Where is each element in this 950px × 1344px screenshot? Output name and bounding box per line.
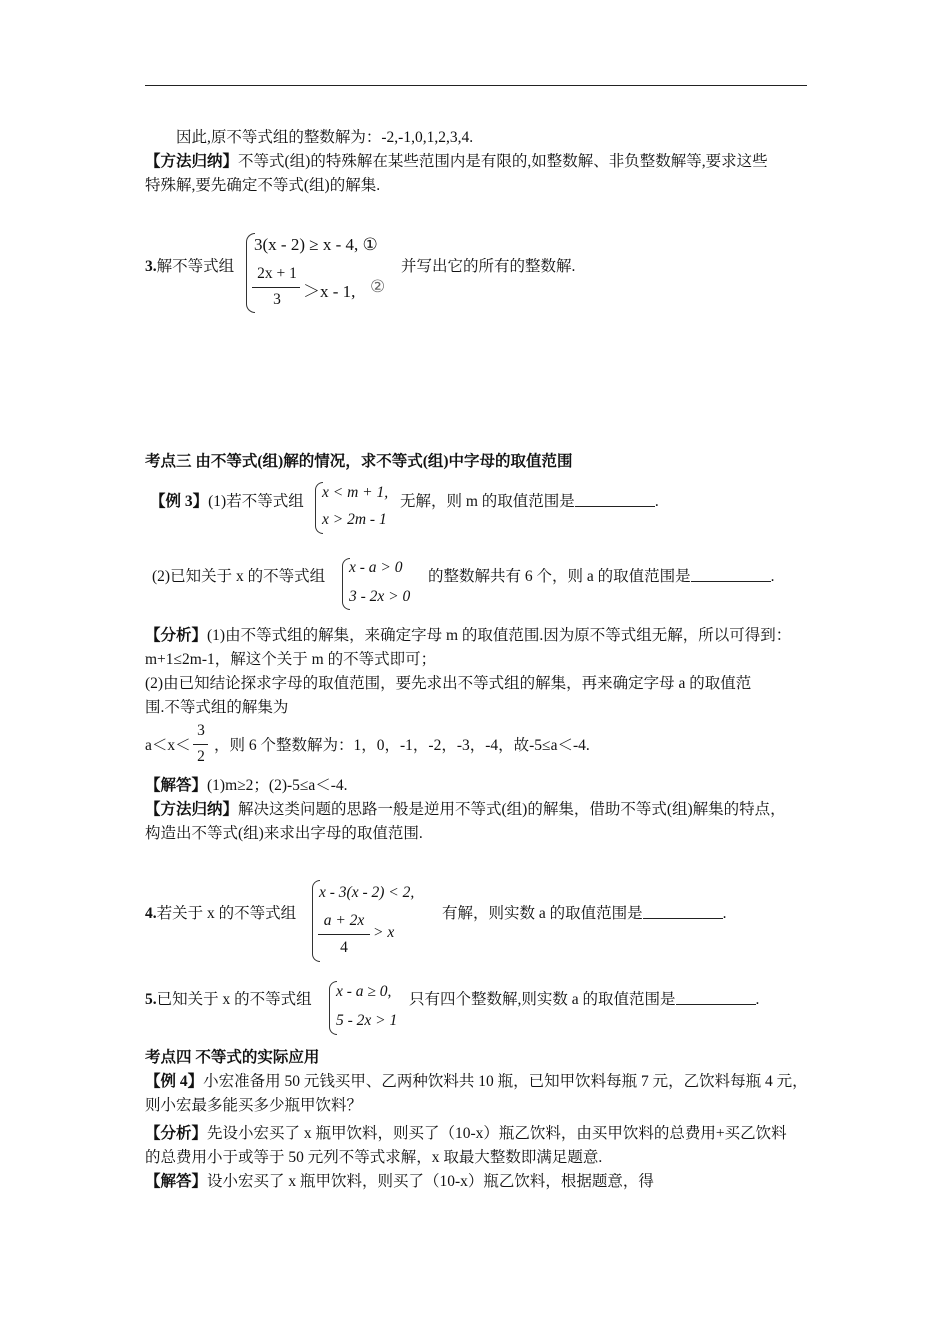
q3-fraction-denominator: 3 (273, 291, 281, 308)
analysis-line-5-post: ，则 6 个整数解为：1，0，-1，-2，-3，-4，故-5≤a＜-4. (214, 737, 590, 754)
example-4-answer: 【解答】设小宏买了 x 瓶甲饮料，则买了（10-x）瓶乙饮料，根据题意，得 (145, 1173, 654, 1190)
example-3-part-2: (2)已知关于 x 的不等式组 (152, 568, 326, 585)
section-3-heading: 考点三 由不等式(组)解的情况，求不等式(组)中字母的取值范围 (145, 453, 573, 470)
answer-line: 【解答】(1)m≥2；(2)-5≤a＜-4. (145, 777, 348, 794)
conclusion-line: 因此,原不等式组的整数解为：-2,-1,0,1,2,3,4. (176, 129, 474, 146)
question-4-suffix: 有解，则实数 a 的取值范围是 . (442, 905, 727, 922)
example-3-part-1: 【例 3】(1)若不等式组 (150, 493, 304, 510)
ex3-p2-inequality-2: 3 - 2x > 0 (349, 588, 411, 605)
answer-blank[interactable] (643, 904, 723, 919)
example-4-line-1: 【例 4】小宏准备用 50 元钱买甲、乙两种饮料共 10 瓶，已知甲饮料每瓶 7 元，乙饮料每瓶 4 元， (145, 1073, 808, 1090)
ex3-p1-suffix: 无解，则 m 的取值范围是 . (400, 493, 659, 510)
q5-inequality-1: x - a ≥ 0, (336, 983, 392, 1000)
q3-fraction-bar (252, 287, 300, 288)
ex3-p2-suffix: 的整数解共有 6 个，则 a 的取值范围是 . (428, 568, 775, 585)
example-4-line-2: 则小宏最多能买多少瓶甲饮料？ (145, 1097, 363, 1114)
method-line-1: 【方法归纳】解决这类问题的思路一般是逆用不等式(组)的解集，借助不等式(组)解集的特点， (145, 801, 786, 818)
q3-fraction-numerator: 2x + 1 (257, 265, 297, 282)
answer-blank[interactable] (691, 567, 771, 582)
method-summary-1: 【方法归纳】不等式(组)的特殊解在某些范围内是有限的,如整数解、非负整数解等,要求这些 (145, 153, 768, 170)
method-tag: 【方法归纳】 (145, 153, 239, 170)
analysis-fraction-denominator: 2 (197, 748, 205, 765)
example-4-analysis-1: 【分析】先设小宏买了 x 瓶甲饮料，则买了（10-x）瓶乙饮料，由买甲饮料的总费用+买乙饮料 (145, 1125, 787, 1142)
section-4-heading: 考点四 不等式的实际应用 (145, 1049, 320, 1066)
ex3-p2-inequality-1: x - a > 0 (349, 559, 403, 576)
ex3-p1-inequality-2: x > 2m - 1 (322, 511, 387, 528)
q4-fraction-bar (318, 934, 370, 935)
q4-fraction-denominator: 4 (340, 939, 348, 956)
analysis-line-5-pre: a＜x＜ (145, 737, 191, 754)
analysis-line-2: m+1≤2m-1，解这个关于 m 的不等式即可； (145, 651, 437, 668)
q4-inequality-2-rest: > x (373, 924, 395, 941)
question-5-suffix: 只有四个整数解,则实数 a 的取值范围是 . (409, 991, 760, 1008)
q5-inequality-2: 5 - 2x > 1 (336, 1012, 398, 1029)
question-3-label: 3.解不等式组 (145, 258, 235, 275)
method-summary-2: 特殊解,要先确定不等式(组)的解集. (145, 177, 381, 194)
q3-mark-2: ② (370, 277, 386, 296)
answer-blank[interactable] (575, 492, 655, 507)
q3-inequality-2-rest: ＞x - 1, (303, 282, 356, 301)
analysis-line-4: 围.不等式组的解集为 (145, 699, 289, 716)
answer-blank[interactable] (676, 990, 756, 1005)
ex3-p1-inequality-1: x < m + 1, (322, 484, 389, 501)
question-4-label: 4.若关于 x 的不等式组 (145, 905, 297, 922)
question-3-suffix: 并写出它的所有的整数解. (401, 258, 576, 275)
q4-fraction-numerator: a + 2x (323, 912, 365, 929)
analysis-fraction-numerator: 3 (197, 722, 205, 739)
example-4-analysis-2: 的总费用小于或等于 50 元列不等式求解，x 取最大整数即满足题意. (145, 1149, 603, 1166)
analysis-fraction-bar (193, 744, 208, 745)
q4-inequality-1: x - 3(x - 2) < 2, (319, 884, 415, 901)
method-line-2: 构造出不等式(组)来求出字母的取值范围. (145, 825, 423, 842)
analysis-line-3: (2)由已知结论探求字母的取值范围，要先求出不等式组的解集，再来确定字母 a 的取值范 (145, 675, 752, 692)
analysis-line-1: 【分析】(1)由不等式组的解集，来确定字母 m 的取值范围.因为原不等式组无解，所以可得到： (145, 627, 792, 644)
header-rule (145, 85, 807, 86)
question-5-label: 5.已知关于 x 的不等式组 (145, 991, 312, 1008)
q3-inequality-1: 3(x - 2) ≥ x - 4, ① (254, 235, 378, 254)
